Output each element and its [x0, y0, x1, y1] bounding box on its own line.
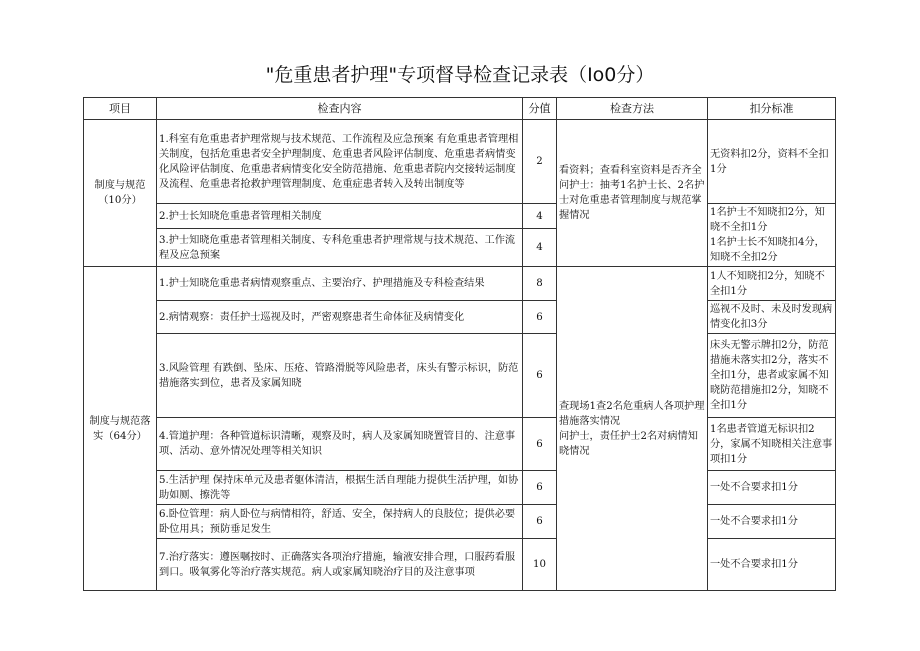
header-score: 分值: [523, 98, 557, 120]
table-row: [84, 204, 836, 229]
category-cell: 制度与规范（10分）: [84, 120, 157, 267]
deduct-cell: 一处不合要求扣1分: [708, 471, 836, 505]
header-content: 检查内容: [157, 98, 523, 120]
deduct-line: 1名护士长不知晓扣4分，知晓不全扣2分: [710, 237, 825, 263]
score-cell: 4: [523, 229, 557, 267]
deduct-cell: 巡视不及时、未及时发现病情变化扣3分: [708, 301, 836, 334]
deduct-cell: 一处不合要求扣1分: [708, 505, 836, 539]
table-row: [84, 418, 836, 471]
deduct-cell: 床头无警示牌扣2分，防范措施未落实扣2分，落实不全扣1分，患者或家属不知晓防范措施扣2分，知晓不全扣1分: [708, 334, 836, 418]
deduct-cell: [708, 204, 836, 267]
deduct-cell: 一处不合要求扣1分: [708, 539, 836, 591]
content-cell: 4.管道护理：各种管道标识清晰，观察及时，病人及家属知晓置管目的、注意事项、活动、意外情况处理等相关知识: [157, 418, 523, 471]
table-row: [84, 120, 836, 204]
method-cell: 看资料；查看科室资料是否齐全 问护士：抽考1名护士长、2名护士对危重患者管理制度与规范掌握情况: [557, 120, 708, 267]
inspection-table: [83, 97, 836, 591]
score-cell: 6: [523, 418, 557, 471]
content-cell: 1.科室有危重患者护理常规与技术规范、工作流程及应急预案 有危重患者管理相关制度，包括危重患者安全护理制度、危重患者风险评估制度、危重患者病情变化风险评估制度、危重患者病情变化安全防范措施、危重患者院内交接转运制度及流程、危重患者抢救护理管理制度、危重症患者转入及转出制度等: [157, 120, 523, 204]
deduct-line: 1名护士不知晓扣2分，知晓不全扣1分: [710, 207, 825, 233]
score-cell: 10: [523, 539, 557, 591]
content-cell: 2.病情观察：责任护士巡视及时，严密观察患者生命体征及病情变化: [157, 301, 523, 334]
score-cell: 8: [523, 267, 557, 301]
header-method: 检查方法: [557, 98, 708, 120]
content-cell: 3.风险管理 有跌倒、坠床、压疮、管路滑脱等风险患者，床头有警示标识，防范措施落实到位，患者及家属知晓: [157, 334, 523, 418]
content-cell: 2.护士长知晓危重患者管理相关制度: [157, 204, 523, 229]
score-cell: 2: [523, 120, 557, 204]
score-cell: 6: [523, 471, 557, 505]
header-row: [84, 98, 836, 120]
method-cell: 查现场1查2名危重病人各项护理措施落实情况 问护士，责任护士2名对病情知晓情况: [557, 267, 708, 591]
content-cell: 3.护士知晓危重患者管理相关制度、专科危重患者护理常规与技术规范、工作流程及应急预案: [157, 229, 523, 267]
table-row: [84, 334, 836, 418]
deduct-cell: 1人不知晓扣2分，知晓不全扣1分: [708, 267, 836, 301]
page-title: "危重患者护理"专项督导检查记录表（Io0分）: [265, 64, 655, 86]
deduct-cell: 1名患者管道无标识扣2分，家属不知晓相关注意事项扣1分: [708, 418, 836, 471]
score-cell: 6: [523, 505, 557, 539]
score-cell: 6: [523, 301, 557, 334]
deduct-cell: 无资料扣2分，资料不全扣1分: [708, 120, 836, 204]
header-item: 项目: [84, 98, 157, 120]
header-deduct: 扣分标准: [708, 98, 836, 120]
score-cell: 6: [523, 334, 557, 418]
table-row: [84, 301, 836, 334]
content-cell: 1.护士知晓危重患者病情观察重点、主要治疗、护理措施及专科检查结果: [157, 267, 523, 301]
table-row: [84, 267, 836, 301]
table-row: [84, 539, 836, 591]
content-cell: 7.治疗落实：遵医嘱按时、正确落实各项治疗措施，输液安排合理，口服药看服到口。吸氧雾化等治疗落实规范。病人或家属知晓治疗目的及注意事项: [157, 539, 523, 591]
table-row: [84, 471, 836, 505]
table-row: [84, 505, 836, 539]
category-cell: 制度与规范落实（64分）: [84, 267, 157, 591]
score-cell: 4: [523, 204, 557, 229]
content-cell: 6.卧位管理：病人卧位与病情相符，舒适、安全，保持病人的良肢位；提供必要卧位用具；预防垂足发生: [157, 505, 523, 539]
content-cell: 5.生活护理 保持床单元及患者躯体清洁，根据生活自理能力提供生活护理，如协助如厕、擦洗等: [157, 471, 523, 505]
